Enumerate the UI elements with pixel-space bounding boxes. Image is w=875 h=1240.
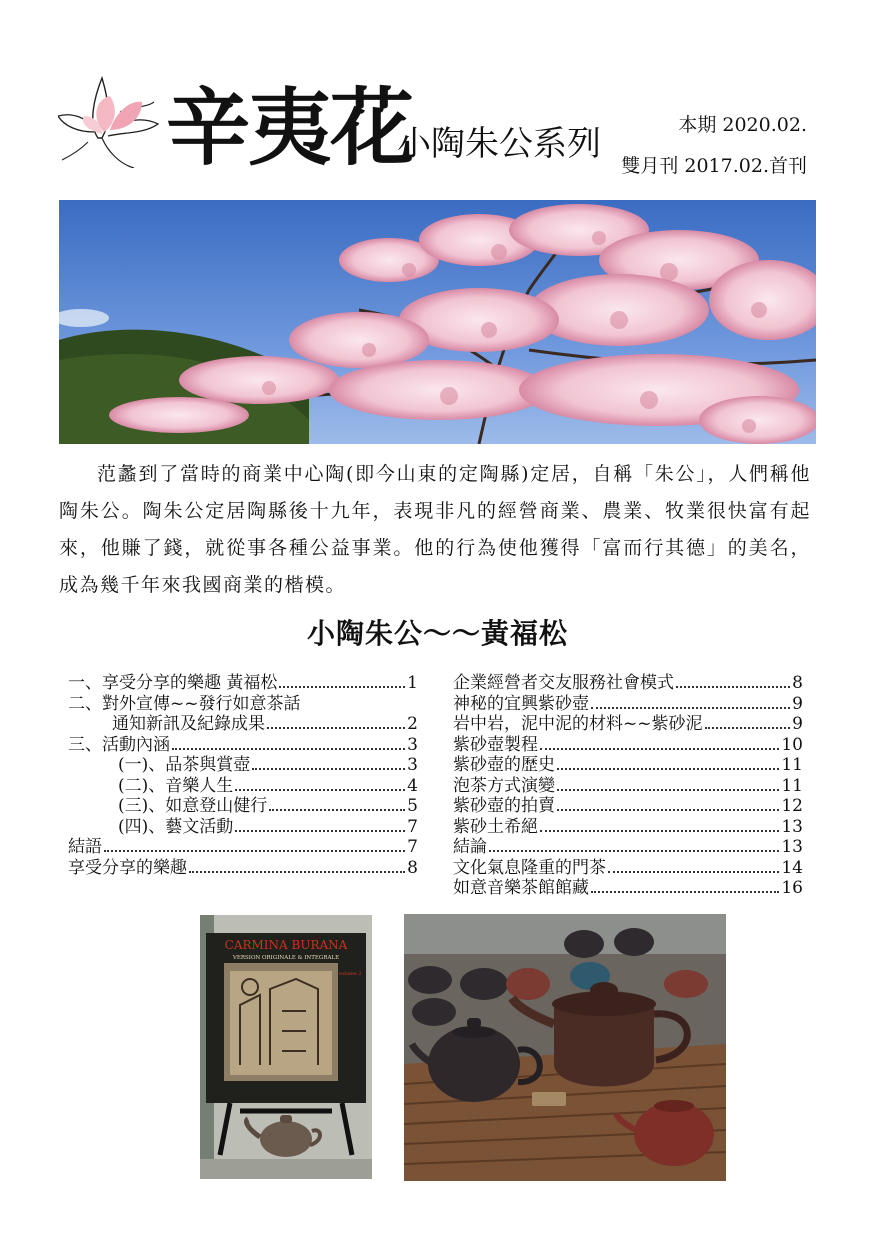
toc-entry — [68, 714, 418, 735]
toc-label: 如意音樂茶館館藏 — [453, 878, 589, 898]
toc-leader — [705, 727, 791, 729]
toc-label: (三)、如意登山健行 — [118, 796, 268, 816]
magnolia-logo — [58, 72, 162, 168]
toc-label: 享受分享的樂趣 — [68, 857, 187, 878]
toc-entry — [453, 776, 803, 797]
toc-page: 12 — [781, 796, 803, 816]
first-issue: 雙月刊 2017.02.首刊 — [621, 155, 807, 177]
table-of-contents-right — [453, 673, 803, 899]
toc-page: 11 — [781, 755, 803, 775]
table-of-contents-left — [68, 673, 418, 878]
toc-label: 三、活動內涵 — [68, 734, 170, 755]
toc-entry — [68, 817, 418, 838]
toc-page: 8 — [407, 857, 418, 878]
toc-page: 4 — [407, 775, 418, 796]
toc-label: 紫砂壺的歷史 — [453, 755, 555, 775]
toc-entry — [68, 735, 418, 756]
toc-label: 紫砂壺的拍賣 — [453, 796, 555, 816]
toc-label: 二、對外宣傳~~發行如意茶話 — [68, 693, 301, 714]
toc-entry — [68, 673, 418, 694]
toc-leader — [676, 686, 790, 688]
toc-page: 3 — [407, 734, 418, 755]
toc-page: 5 — [407, 796, 418, 816]
toc-entry — [68, 858, 418, 879]
toc-entry — [453, 755, 803, 776]
toc-entry — [453, 878, 803, 899]
toc-label: 結論 — [453, 837, 487, 857]
toc-page: 8 — [792, 673, 803, 693]
toc-label: 一、享受分享的樂趣 黃福松 — [68, 673, 278, 693]
teapots-photo — [404, 914, 726, 1181]
toc-leader — [557, 768, 779, 770]
toc-leader — [540, 830, 779, 832]
toc-page: 10 — [781, 734, 803, 755]
toc-leader — [189, 871, 405, 873]
toc-page: 11 — [781, 775, 803, 796]
album-teapot-photo — [200, 915, 372, 1179]
toc-label: 結語 — [68, 837, 102, 857]
toc-entry — [453, 858, 803, 879]
magnolia-banner-photo — [59, 200, 816, 444]
toc-page: 13 — [781, 816, 803, 837]
toc-label: 紫砂壺製程 — [453, 734, 538, 755]
toc-leader — [279, 686, 405, 688]
toc-leader — [608, 871, 779, 873]
toc-entry — [453, 694, 803, 715]
toc-page: 7 — [407, 837, 418, 857]
toc-leader — [540, 748, 779, 750]
toc-leader — [489, 850, 779, 852]
toc-page: 9 — [792, 714, 803, 734]
newsletter-series: 小陶朱公系列 — [397, 124, 601, 164]
toc-label: 文化氣息隆重的門茶 — [453, 857, 606, 878]
toc-label: 神秘的宜興紫砂壺 — [453, 693, 589, 714]
newsletter-title: 辛夷花 — [166, 78, 413, 177]
album-title: CARMINA BURANA — [224, 938, 348, 952]
toc-leader — [557, 809, 779, 811]
toc-leader — [267, 727, 405, 729]
toc-leader — [235, 789, 405, 791]
toc-page: 1 — [407, 673, 418, 693]
intro-paragraph: 范蠡到了當時的商業中心陶(即今山東的定陶縣)定居，自稱「朱公」，人們稱他陶朱公。陶朱公定居陶縣後十九年，表現非凡的經營商業、農業、牧業很快富有起來，他賺了錢，就從事各種公益事業。他的行為使他獲得「富而行其德」的美名，成為幾千年來我國商業的楷模。 — [59, 463, 811, 596]
toc-label: (二)、音樂人生 — [118, 775, 234, 796]
toc-label: 岩中岩，泥中泥的材料~~紫砂泥 — [453, 714, 703, 734]
toc-page: 14 — [781, 857, 803, 878]
toc-entry — [453, 817, 803, 838]
toc-leader — [591, 891, 779, 893]
toc-entry — [68, 694, 418, 715]
toc-label: 紫砂土希絕 — [453, 816, 538, 837]
toc-entry — [68, 837, 418, 858]
section-heading: 小陶朱公～～黃福松 — [306, 617, 568, 650]
toc-page: 2 — [407, 714, 418, 734]
toc-entry — [453, 714, 803, 735]
toc-page: 3 — [407, 755, 418, 775]
toc-page: 13 — [781, 837, 803, 857]
toc-entry — [453, 735, 803, 756]
toc-leader — [557, 789, 779, 791]
toc-page: 16 — [781, 878, 803, 898]
toc-entry — [453, 837, 803, 858]
toc-label: (四)、藝文活動 — [118, 816, 234, 837]
toc-label: (一)、品茶與賞壺 — [118, 755, 251, 775]
toc-label: 企業經營者交友服務社會模式 — [453, 673, 674, 693]
toc-entry — [453, 796, 803, 817]
toc-label: 通知新訊及紀錄成果 — [112, 714, 265, 734]
album-subtitle: VERSION ORIGINALE & INTEGRALE — [232, 955, 340, 961]
album-volume: volume 2 — [338, 971, 362, 977]
toc-entry — [68, 776, 418, 797]
toc-page: 9 — [792, 693, 803, 714]
toc-leader — [591, 707, 790, 709]
toc-entry — [68, 796, 418, 817]
toc-leader — [172, 748, 405, 750]
toc-label: 泡茶方式演變 — [453, 775, 555, 796]
toc-leader — [252, 768, 405, 770]
toc-page: 7 — [407, 816, 418, 837]
toc-leader — [235, 830, 405, 832]
toc-leader — [104, 850, 405, 852]
toc-entry — [453, 673, 803, 694]
toc-entry — [68, 755, 418, 776]
current-issue: 本期 2020.02. — [678, 114, 807, 136]
toc-leader — [269, 809, 405, 811]
